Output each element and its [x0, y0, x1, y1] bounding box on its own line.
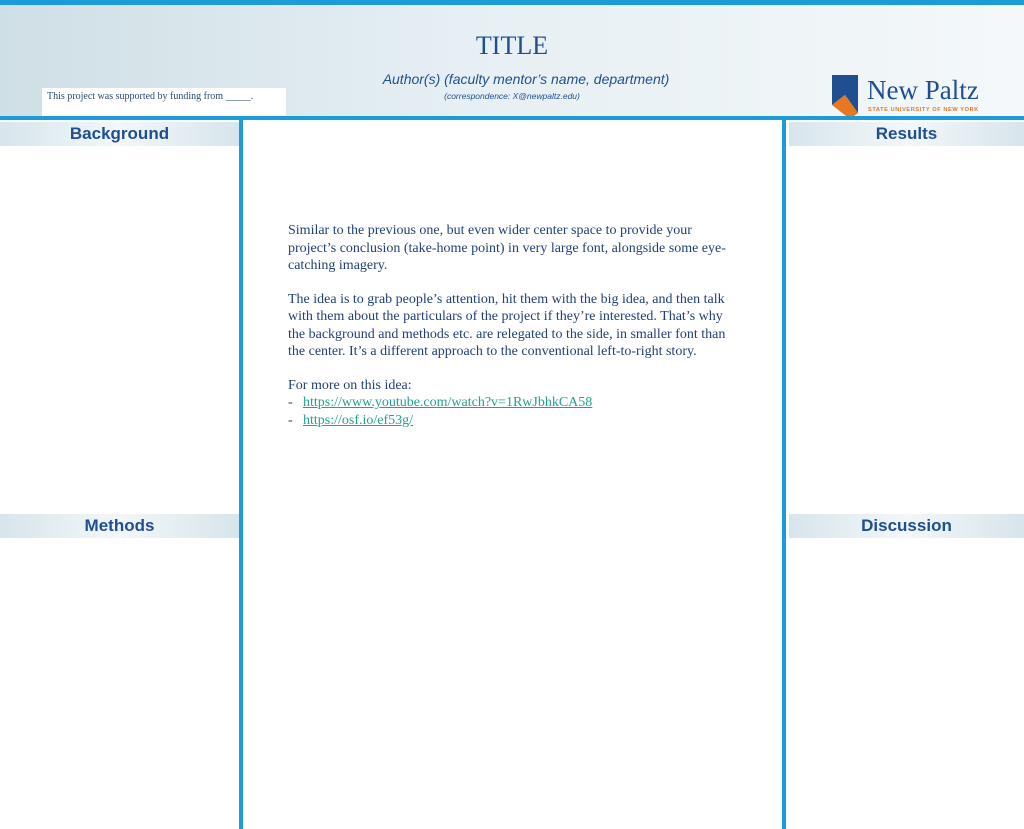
- left-column-divider: [239, 120, 243, 829]
- results-heading: Results: [789, 122, 1024, 146]
- more-info-label: For more on this idea:: [288, 377, 412, 393]
- link-item: [288, 394, 738, 412]
- poster-header: [0, 5, 1024, 116]
- youtube-link[interactable]: https://www.youtube.com/watch?v=1RwJbhkCA58: [303, 395, 593, 410]
- poster-authors: Author(s) (faculty mentor’s name, department): [382, 71, 670, 87]
- poster-title: TITLE: [475, 31, 549, 60]
- new-paltz-logo: [830, 73, 980, 119]
- background-heading: Background: [0, 122, 239, 146]
- center-paragraph-2: The idea is to grab people’s attention, hit them with the big idea, and then talk with them about the particulars of the project if they’re interested. That’s why the background and methods etc. are relegated to the side, in smaller font than the center. It’s a different approach to the conventional left-to-right story.: [288, 291, 726, 359]
- osf-link[interactable]: https://osf.io/ef53g/: [303, 412, 414, 428]
- new-paltz-logo-icon: [830, 75, 860, 119]
- more-info-links: [288, 394, 738, 429]
- right-column-divider: [782, 120, 786, 829]
- header-divider: [0, 116, 1024, 120]
- logo-wordmark: New Paltz: [867, 75, 979, 105]
- discussion-heading: Discussion: [789, 514, 1024, 538]
- logo-subtitle: STATE UNIVERSITY OF NEW YORK: [868, 107, 979, 113]
- methods-heading: Methods: [0, 514, 239, 538]
- center-paragraph-1: Similar to the previous one, but even wider center space to provide your project’s conclusion (take-home point) in very large font, alongside some eye-catching imagery.: [288, 223, 726, 273]
- funding-note: This project was supported by funding from _____.: [42, 88, 286, 117]
- center-content: [288, 222, 738, 429]
- link-item: [288, 412, 738, 430]
- correspondence-email: (correspondence: X@newpaltz.edu): [444, 91, 580, 101]
